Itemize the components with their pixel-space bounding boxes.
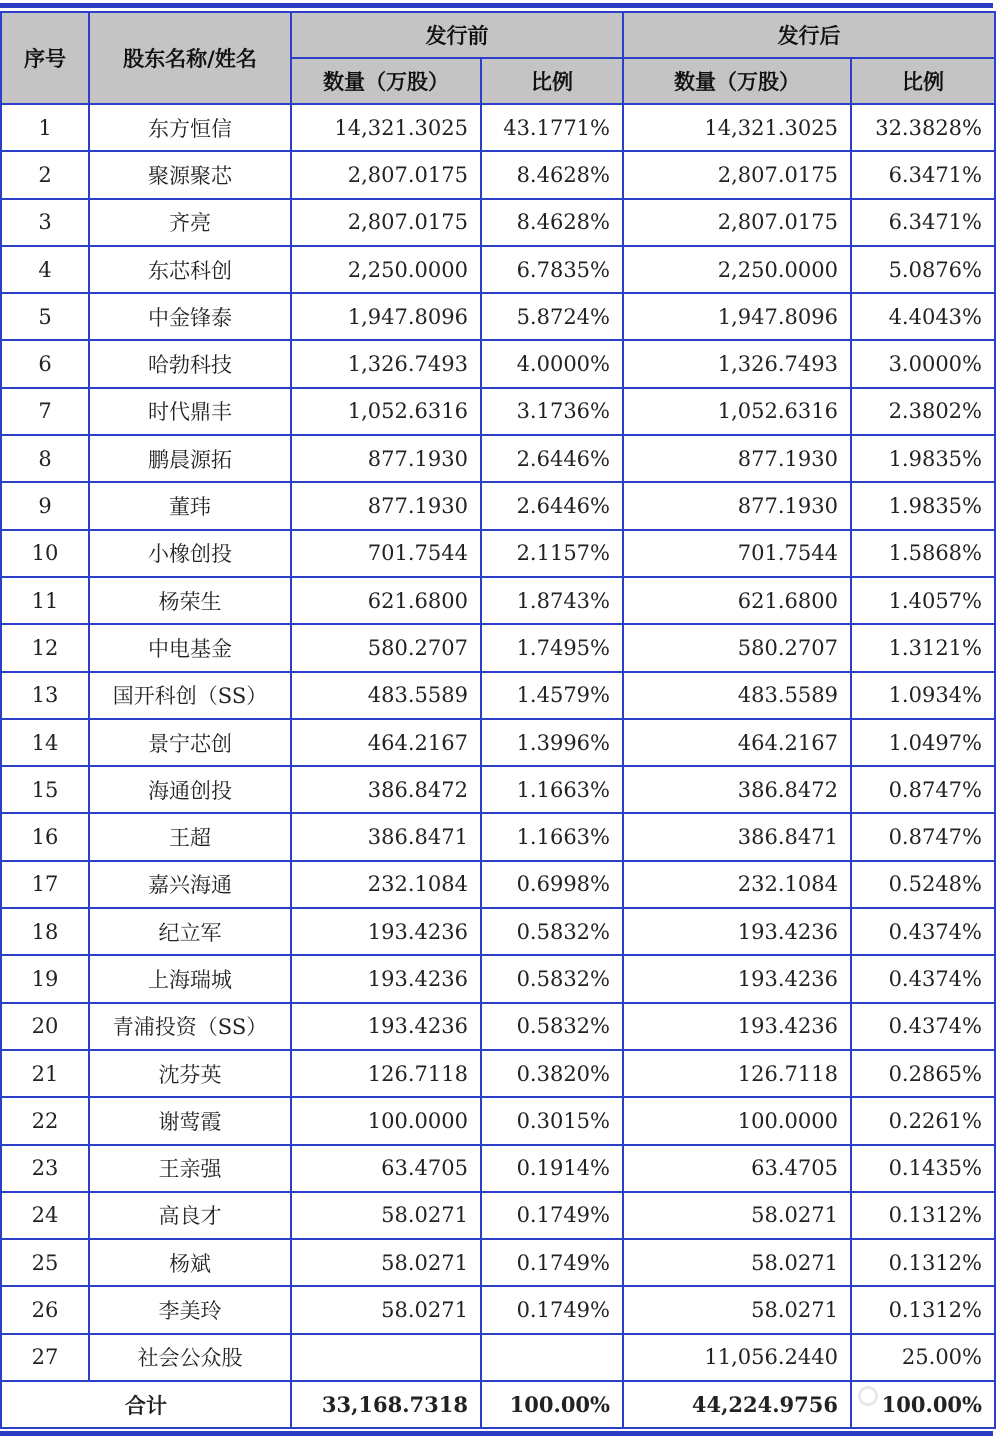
row-after-ratio: 0.4374% [851,955,995,1002]
table-row [1,388,995,435]
header-before-qty: 数量（万股） [291,58,481,104]
row-seq: 16 [1,813,89,860]
row-after-qty: 232.1084 [623,861,851,908]
row-before-ratio: 1.7495% [481,624,623,671]
table-row [1,861,995,908]
row-after-qty: 877.1930 [623,435,851,482]
row-before-ratio: 0.1914% [481,1145,623,1192]
row-after-qty: 14,321.3025 [623,104,851,151]
row-name: 鹏晨源拓 [89,435,291,482]
row-seq: 5 [1,293,89,340]
row-seq: 20 [1,1003,89,1050]
row-name: 杨斌 [89,1239,291,1286]
row-after-qty: 580.2707 [623,624,851,671]
row-before-qty: 877.1930 [291,435,481,482]
row-after-qty: 2,250.0000 [623,246,851,293]
row-before-ratio: 2.6446% [481,435,623,482]
row-seq: 2 [1,151,89,198]
header-after: 发行后 [623,12,995,58]
row-before-ratio: 0.5832% [481,955,623,1002]
row-after-ratio: 0.8747% [851,766,995,813]
row-before-ratio: 1.4579% [481,672,623,719]
shareholder-table [0,11,996,1429]
table-row [1,672,995,719]
table-row [1,766,995,813]
row-seq: 9 [1,482,89,529]
row-seq: 13 [1,672,89,719]
table-row [1,1192,995,1239]
row-after-ratio: 0.1312% [851,1286,995,1333]
row-before-ratio: 2.6446% [481,482,623,529]
row-name: 时代鼎丰 [89,388,291,435]
row-name: 小橡创投 [89,530,291,577]
row-before-ratio: 1.8743% [481,577,623,624]
row-seq: 6 [1,340,89,387]
row-name: 景宁芯创 [89,719,291,766]
row-after-qty: 1,947.8096 [623,293,851,340]
table-row [1,813,995,860]
row-name: 沈芬英 [89,1050,291,1097]
table-row [1,955,995,1002]
row-before-ratio: 4.0000% [481,340,623,387]
row-before-qty: 1,052.6316 [291,388,481,435]
row-before-qty: 14,321.3025 [291,104,481,151]
row-after-qty: 58.0271 [623,1286,851,1333]
row-before-ratio: 0.5832% [481,908,623,955]
row-seq: 22 [1,1097,89,1144]
row-before-qty: 2,807.0175 [291,151,481,198]
row-before-qty: 464.2167 [291,719,481,766]
table-row [1,577,995,624]
row-after-qty: 464.2167 [623,719,851,766]
row-after-ratio: 0.8747% [851,813,995,860]
header-seq: 序号 [1,12,89,104]
row-before-qty: 386.8472 [291,766,481,813]
row-after-ratio: 0.1435% [851,1145,995,1192]
row-after-ratio: 0.2865% [851,1050,995,1097]
row-after-ratio: 1.9835% [851,435,995,482]
row-after-ratio: 1.5868% [851,530,995,577]
row-before-qty: 193.4236 [291,1003,481,1050]
row-before-ratio: 8.4628% [481,199,623,246]
row-seq: 19 [1,955,89,1002]
row-name: 齐亮 [89,199,291,246]
row-name: 哈勃科技 [89,340,291,387]
total-before-ratio: 100.00% [481,1381,623,1428]
table-row [1,482,995,529]
row-before-qty: 126.7118 [291,1050,481,1097]
table-row [1,1003,995,1050]
row-name: 嘉兴海通 [89,861,291,908]
row-name: 青浦投资（SS） [89,1003,291,1050]
row-after-ratio: 25.00% [851,1334,995,1381]
total-after-qty: 44,224.9756 [623,1381,851,1428]
row-after-qty: 63.4705 [623,1145,851,1192]
row-seq: 25 [1,1239,89,1286]
row-before-ratio: 1.1663% [481,813,623,860]
total-row [1,1381,995,1428]
row-before-ratio: 0.6998% [481,861,623,908]
row-before-ratio: 0.5832% [481,1003,623,1050]
row-before-qty: 193.4236 [291,908,481,955]
row-after-ratio: 1.9835% [851,482,995,529]
row-before-ratio: 43.1771% [481,104,623,151]
row-after-qty: 483.5589 [623,672,851,719]
row-after-ratio: 0.2261% [851,1097,995,1144]
row-before-qty: 58.0271 [291,1239,481,1286]
row-name: 王超 [89,813,291,860]
row-name: 上海瑞城 [89,955,291,1002]
row-after-ratio: 1.3121% [851,624,995,671]
total-label: 合计 [1,1381,291,1428]
row-before-ratio: 1.3996% [481,719,623,766]
table-row [1,1097,995,1144]
table-row [1,624,995,671]
top-border [0,3,993,8]
row-seq: 24 [1,1192,89,1239]
row-after-qty: 877.1930 [623,482,851,529]
row-after-qty: 386.8471 [623,813,851,860]
row-seq: 15 [1,766,89,813]
table-row [1,719,995,766]
row-name: 中电基金 [89,624,291,671]
row-before-ratio: 5.8724% [481,293,623,340]
table-row [1,104,995,151]
row-before-qty: 100.0000 [291,1097,481,1144]
row-seq: 14 [1,719,89,766]
table-row [1,908,995,955]
row-after-ratio: 1.0497% [851,719,995,766]
row-before-qty: 580.2707 [291,624,481,671]
header-name: 股东名称/姓名 [89,12,291,104]
row-name: 东方恒信 [89,104,291,151]
row-after-qty: 126.7118 [623,1050,851,1097]
row-before-ratio: 3.1736% [481,388,623,435]
row-seq: 8 [1,435,89,482]
table-row [1,1145,995,1192]
row-name: 杨荣生 [89,577,291,624]
row-before-ratio: 8.4628% [481,151,623,198]
row-after-qty: 701.7544 [623,530,851,577]
table-row [1,530,995,577]
row-before-qty: 63.4705 [291,1145,481,1192]
total-before-qty: 33,168.7318 [291,1381,481,1428]
row-after-qty: 386.8472 [623,766,851,813]
row-after-qty: 1,052.6316 [623,388,851,435]
row-name: 董玮 [89,482,291,529]
row-before-qty: 483.5589 [291,672,481,719]
row-seq: 1 [1,104,89,151]
row-after-ratio: 0.1312% [851,1192,995,1239]
row-after-qty: 58.0271 [623,1239,851,1286]
row-before-ratio: 0.1749% [481,1192,623,1239]
row-after-qty: 193.4236 [623,955,851,1002]
row-after-ratio: 1.4057% [851,577,995,624]
row-after-qty: 2,807.0175 [623,199,851,246]
row-seq: 3 [1,199,89,246]
row-before-qty: 2,250.0000 [291,246,481,293]
table-row [1,435,995,482]
row-after-qty: 193.4236 [623,908,851,955]
row-after-ratio: 6.3471% [851,151,995,198]
row-seq: 26 [1,1286,89,1333]
header-after-qty: 数量（万股） [623,58,851,104]
header-before: 发行前 [291,12,623,58]
row-after-ratio: 4.4043% [851,293,995,340]
row-before-qty: 877.1930 [291,482,481,529]
row-before-ratio: 6.7835% [481,246,623,293]
row-name: 中金锋泰 [89,293,291,340]
row-after-ratio: 0.4374% [851,908,995,955]
row-seq: 4 [1,246,89,293]
row-after-ratio: 32.3828% [851,104,995,151]
table-row [1,199,995,246]
table-row [1,246,995,293]
header-after-ratio: 比例 [851,58,995,104]
row-before-qty [291,1334,481,1381]
row-seq: 18 [1,908,89,955]
row-seq: 7 [1,388,89,435]
row-before-ratio: 1.1663% [481,766,623,813]
row-before-ratio: 2.1157% [481,530,623,577]
row-before-ratio [481,1334,623,1381]
row-before-qty: 2,807.0175 [291,199,481,246]
table-row [1,1239,995,1286]
row-seq: 10 [1,530,89,577]
row-name: 高良才 [89,1192,291,1239]
row-before-qty: 386.8471 [291,813,481,860]
row-name: 海通创投 [89,766,291,813]
table-row [1,340,995,387]
row-seq: 23 [1,1145,89,1192]
row-after-ratio: 0.4374% [851,1003,995,1050]
row-after-qty: 11,056.2440 [623,1334,851,1381]
row-name: 王亲强 [89,1145,291,1192]
row-before-qty: 621.6800 [291,577,481,624]
row-after-ratio: 0.5248% [851,861,995,908]
row-after-ratio: 0.1312% [851,1239,995,1286]
row-after-qty: 193.4236 [623,1003,851,1050]
row-name: 国开科创（SS） [89,672,291,719]
row-after-ratio: 1.0934% [851,672,995,719]
row-before-qty: 1,947.8096 [291,293,481,340]
row-seq: 21 [1,1050,89,1097]
row-name: 李美玲 [89,1286,291,1333]
row-before-qty: 193.4236 [291,955,481,1002]
table-row [1,1286,995,1333]
table-row [1,151,995,198]
row-before-qty: 58.0271 [291,1192,481,1239]
table-row [1,293,995,340]
header-before-ratio: 比例 [481,58,623,104]
row-after-ratio: 2.3802% [851,388,995,435]
row-before-qty: 701.7544 [291,530,481,577]
row-seq: 27 [1,1334,89,1381]
row-seq: 11 [1,577,89,624]
row-name: 聚源聚芯 [89,151,291,198]
row-after-ratio: 6.3471% [851,199,995,246]
row-after-qty: 100.0000 [623,1097,851,1144]
row-before-qty: 1,326.7493 [291,340,481,387]
row-before-qty: 58.0271 [291,1286,481,1333]
row-before-ratio: 0.1749% [481,1286,623,1333]
row-after-ratio: 5.0876% [851,246,995,293]
row-seq: 12 [1,624,89,671]
row-after-qty: 1,326.7493 [623,340,851,387]
row-before-qty: 232.1084 [291,861,481,908]
row-after-qty: 2,807.0175 [623,151,851,198]
total-after-ratio: 100.00% [851,1381,995,1428]
row-name: 谢莺霞 [89,1097,291,1144]
row-after-ratio: 3.0000% [851,340,995,387]
table-row [1,1334,995,1381]
row-name: 东芯科创 [89,246,291,293]
row-name: 纪立军 [89,908,291,955]
row-before-ratio: 0.1749% [481,1239,623,1286]
row-before-ratio: 0.3015% [481,1097,623,1144]
row-after-qty: 58.0271 [623,1192,851,1239]
table-row [1,1050,995,1097]
bottom-border [0,1431,993,1436]
row-name: 社会公众股 [89,1334,291,1381]
row-before-ratio: 0.3820% [481,1050,623,1097]
row-after-qty: 621.6800 [623,577,851,624]
row-seq: 17 [1,861,89,908]
